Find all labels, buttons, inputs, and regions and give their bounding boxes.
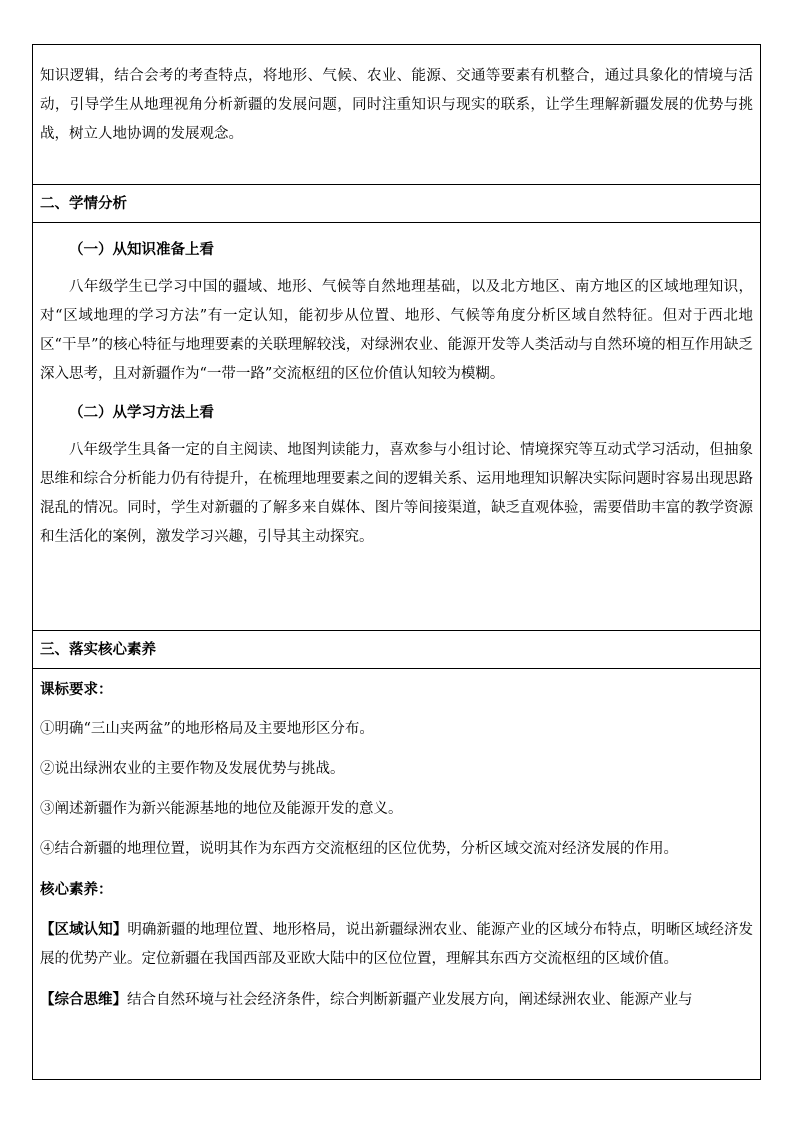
literacy-text: 结合自然环境与社会经济条件，综合判断新疆产业发展方向，阐述绿洲农业、能源产业与 — [127, 992, 693, 1008]
standard-item: ④结合新疆的地理位置，说明其作为东西方交流枢纽的区位优势，分析区域交流对经济发展的作用。 — [40, 841, 678, 857]
intro-cell — [33, 45, 760, 185]
core-literacy-title: 核心素养： — [40, 881, 113, 898]
subsection-knowledge-title: （一）从知识准备上看 — [69, 241, 214, 258]
standard-item: ③阐述新疆作为新兴能源基地的地位及能源开发的意义。 — [40, 801, 403, 817]
lesson-plan-table — [32, 44, 761, 1080]
subsection-method-text: 八年级学生具备一定的自主阅读、地图判读能力，喜欢参与小组讨论、情境探究等互动式学习活动，但抽象思维和综合分析能力仍有待提升，在梳理地理要素之间的逻辑关系、运用地理知识解决实际问题时容易出现思路混乱的情况。同时，学生对新疆的了解多来自媒体、图片等间接渠道，缺乏直观体验，需要借助丰富的教学资源和生活化的案例，激发学习兴趣，引导其主动探究。 — [40, 442, 753, 545]
section-3-body — [33, 669, 760, 1079]
standards-title: 课标要求： — [40, 681, 113, 698]
literacy-integrated-thinking — [40, 985, 753, 1015]
literacy-text: 明确新疆的地理位置、地形格局，说出新疆绿洲农业、能源产业的区域分布特点，明晰区域经济发展的优势产业。定位新疆在我国西部及亚欧大陆中的区位位置，理解其东西方交流枢纽的区域价值。 — [40, 922, 753, 967]
literacy-tag: 【综合思维】 — [40, 991, 127, 1008]
subsection-method-title: （二）从学习方法上看 — [69, 404, 214, 421]
standard-item: ②说出绿洲农业的主要作物及发展优势与挑战。 — [40, 761, 345, 777]
section-2-body — [33, 223, 760, 631]
literacy-regional-cognition — [40, 915, 753, 974]
subsection-knowledge-text: 八年级学生已学习中国的疆域、地形、气候等自然地理基础，以及北方地区、南方地区的区域地理知识，对“区域地理的学习方法”有一定认知，能初步从位置、地形、气候等角度分析区域自然特征。但对于西北地区“干旱”的核心特征与地理要素的关联理解较浅，对绿洲农业、能源开发等人类活动与自然环境的相互作用缺乏深入思考，且对新疆作为“一带一路”交流枢纽的区位价值认知较为模糊。 — [40, 279, 753, 382]
section-3-heading: 三、落实核心素养 — [33, 631, 760, 669]
standard-item: ①明确“三山夹两盆”的地形格局及主要地形区分布。 — [40, 721, 374, 737]
intro-text: 知识逻辑，结合会考的考查特点，将地形、气候、农业、能源、交通等要素有机整合，通过具象化的情境与活动，引导学生从地理视角分析新疆的发展问题，同时注重知识与现实的联系，让学生理解新疆发展的优势与挑战，树立人地协调的发展观念。 — [40, 68, 753, 142]
literacy-tag: 【区域认知】 — [40, 921, 128, 938]
section-2-heading: 二、学情分析 — [33, 185, 760, 223]
